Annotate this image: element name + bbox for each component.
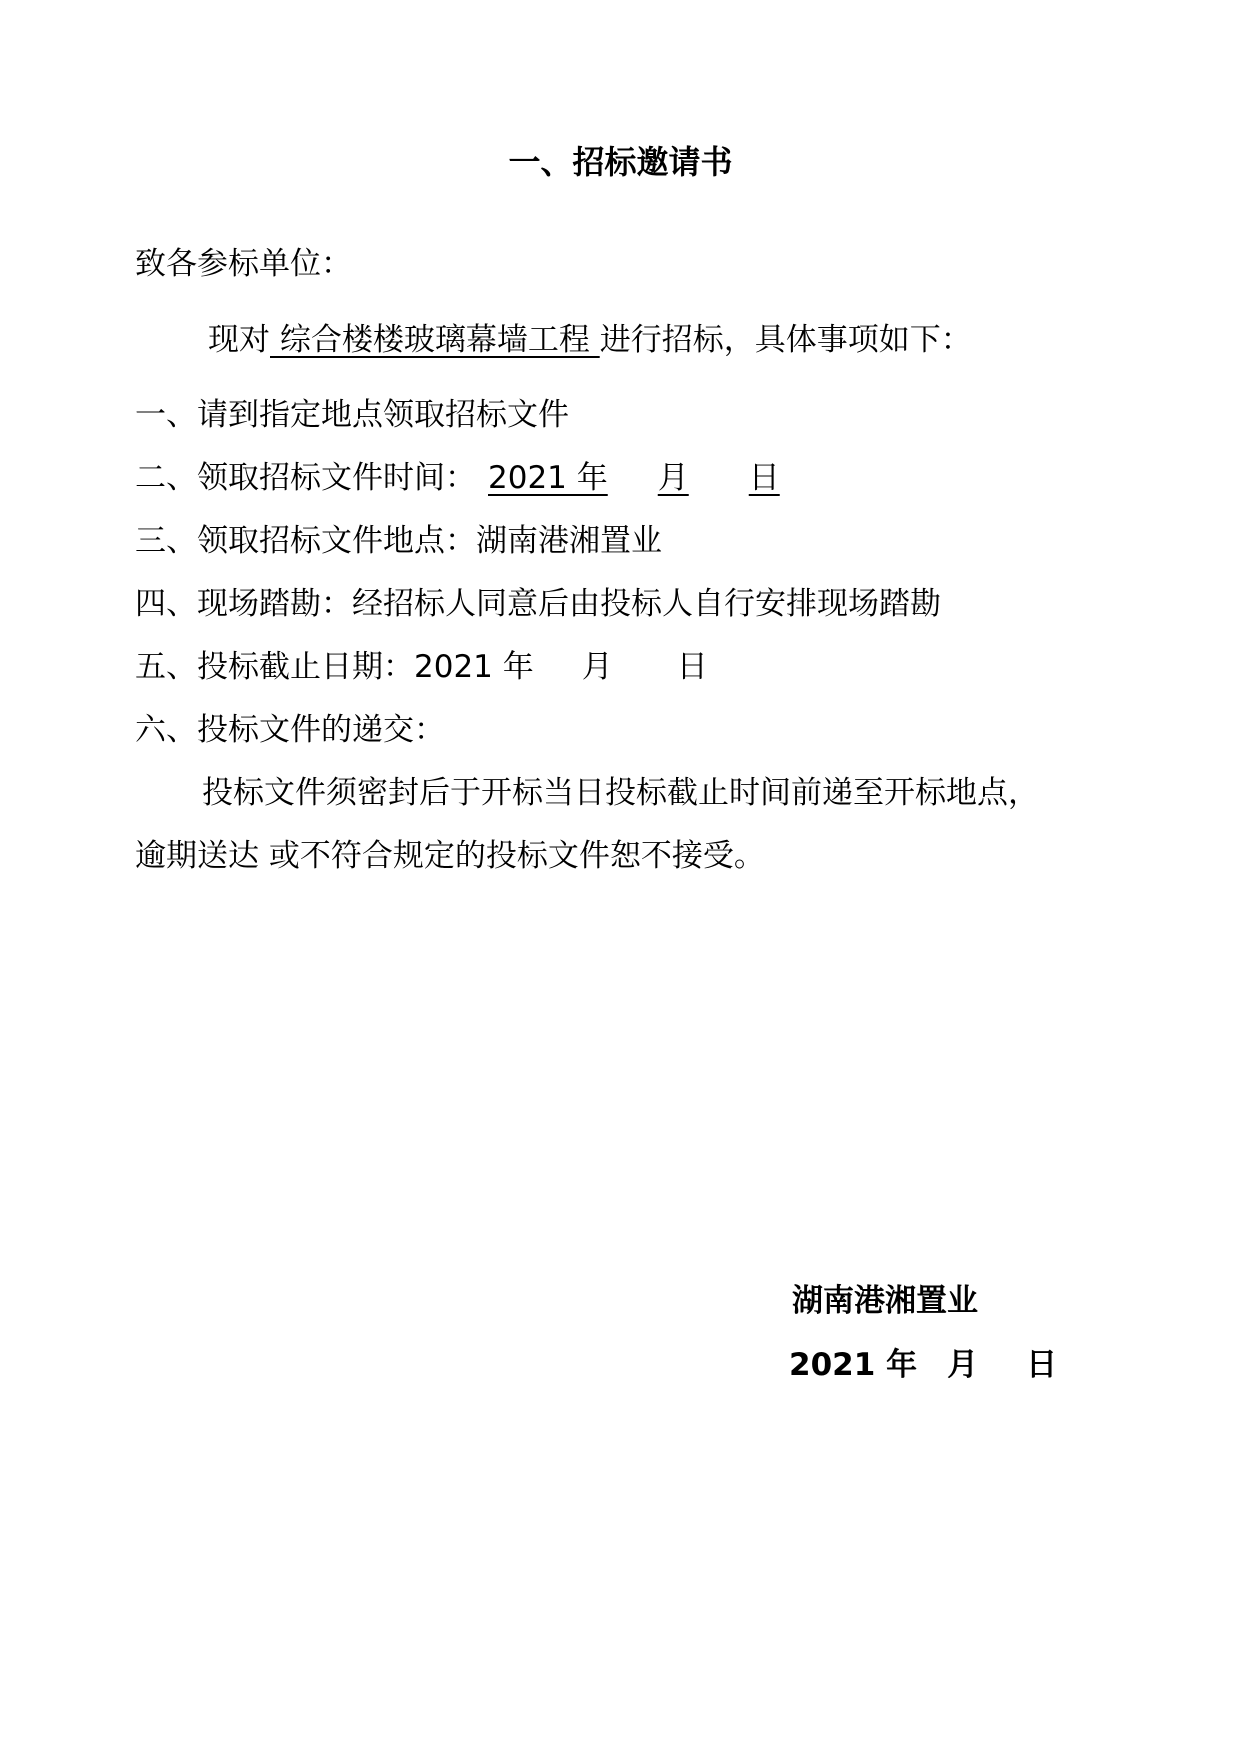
salutation: 致各参标单位： xyxy=(135,246,352,282)
item-5-month: 月 xyxy=(581,649,613,685)
signature-year: 2021 年 xyxy=(789,1347,918,1383)
signature-day: 日 xyxy=(1026,1347,1058,1383)
item-5-label: 五、投标截止日期：2021 年 xyxy=(135,649,534,685)
item-6: 六、投标文件的递交： xyxy=(135,712,445,748)
page-title: 一、招标邀请书 xyxy=(508,143,733,181)
intro-prefix: 现对 xyxy=(208,322,270,358)
project-name: 综合楼楼玻璃幕墙工程 xyxy=(270,322,600,358)
item-2-month: 月 xyxy=(657,460,689,496)
item-1: 一、请到指定地点领取招标文件 xyxy=(135,397,569,433)
signature-month: 月 xyxy=(947,1347,979,1383)
item-2-date xyxy=(488,460,780,496)
item-2-year: 2021 年 xyxy=(488,460,608,496)
signature-company: 湖南港湘置业 xyxy=(792,1283,978,1319)
intro-suffix: 进行招标，具体事项如下： xyxy=(599,322,972,358)
item-5-day: 日 xyxy=(676,649,708,685)
signature-date xyxy=(789,1345,1057,1385)
item-2-day: 日 xyxy=(748,460,780,496)
item-2 xyxy=(135,458,780,498)
intro-paragraph xyxy=(208,320,972,360)
item-5 xyxy=(135,647,708,687)
item-4: 四、现场踏勘：经招标人同意后由投标人自行安排现场踏勘 xyxy=(135,586,941,622)
item-6-body-line1: 投标文件须密封后于开标当日投标截止时间前递至开标地点， xyxy=(202,775,1039,811)
item-2-label: 二、领取招标文件时间： xyxy=(135,460,476,496)
item-3: 三、领取招标文件地点：湖南港湘置业 xyxy=(135,523,662,559)
item-6-body-line2: 逾期送达 或不符合规定的投标文件恕不接受。 xyxy=(135,838,765,874)
